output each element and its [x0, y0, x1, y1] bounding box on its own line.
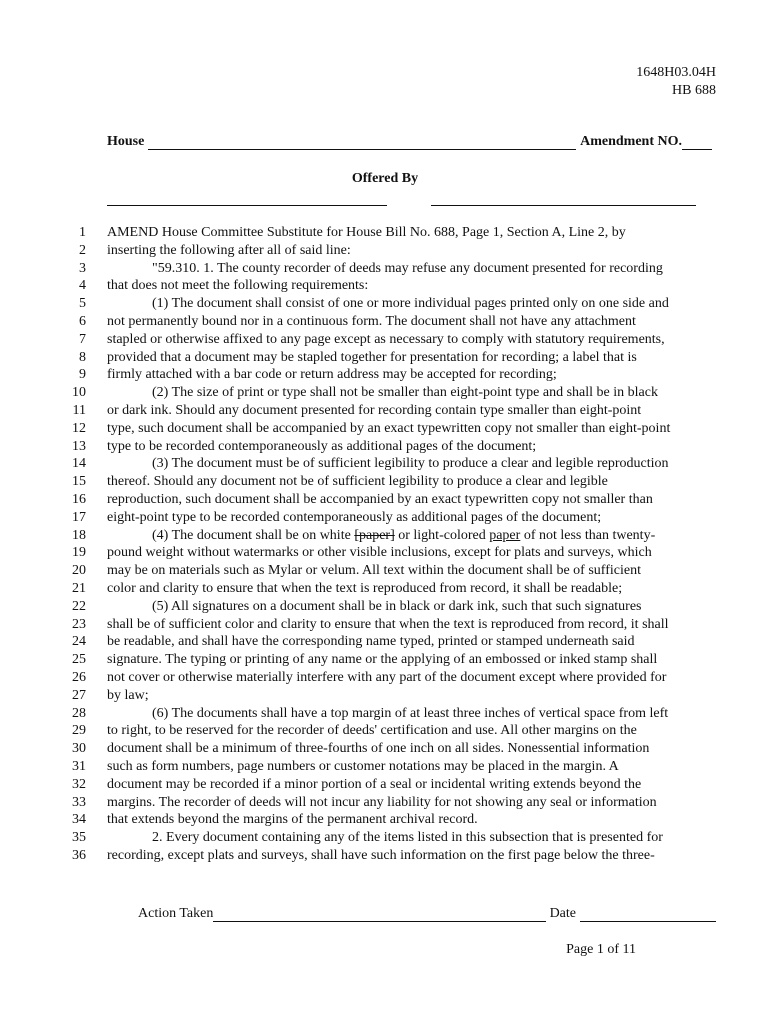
text-line — [0, 687, 770, 705]
line-number: 4 — [79, 278, 86, 294]
line-text: such as form numbers, page numbers or customer notations may be placed in the margin. A — [107, 758, 619, 774]
text-line — [0, 794, 770, 812]
line-text: (1) The document shall consist of one or more individual pages printed only on one side and — [152, 296, 669, 312]
text-line — [0, 509, 770, 527]
line-text: signature. The typing or printing of any name or the applying of an embossed or inked stamp shall — [107, 652, 658, 668]
line-text: not permanently bound nor in a continuous form. The document shall not have any attachment — [107, 313, 636, 329]
line-text: AMEND House Committee Substitute for House Bill No. 688, Page 1, Section A, Line 2, by — [107, 225, 626, 240]
offered-by-label: Offered By — [351, 171, 419, 186]
line-number: 25 — [72, 652, 86, 668]
text-line — [0, 331, 770, 349]
text-line — [0, 384, 770, 402]
line-text: margins. The recorder of deeds will not incur any liability for not showing any seal or information — [107, 794, 657, 810]
line-number: 16 — [72, 491, 86, 507]
line-text: eight-point type to be recorded contemporaneously as additional pages of the document; — [107, 509, 602, 525]
line-number: 35 — [72, 830, 86, 846]
line-text-part: of not less than twenty- — [520, 527, 656, 543]
line-text: (6) The documents shall have a top margin of at least three inches of vertical space from left — [152, 705, 669, 721]
line-number: 20 — [72, 563, 86, 579]
line-text: type, such document shall be accompanied by an exact typewritten copy not smaller than eight-point — [107, 420, 671, 436]
line-text: provided that a document may be stapled together for presentation for recording; a label that is — [107, 349, 637, 365]
line-text: not cover or otherwise materially interfere with any part of the document except where provided for — [107, 669, 667, 685]
text-line — [0, 651, 770, 669]
line-text — [107, 527, 671, 545]
line-number: 11 — [72, 402, 86, 418]
text-line — [0, 313, 770, 331]
line-number: 26 — [72, 669, 86, 685]
line-text: that extends beyond the margins of the permanent archival record. — [107, 812, 478, 828]
line-text: by law; — [107, 687, 149, 703]
text-line — [0, 366, 770, 384]
line-text: 2. Every document containing any of the items listed in this subsection that is presented for — [152, 830, 663, 846]
line-number: 34 — [72, 812, 86, 828]
text-line — [0, 544, 770, 562]
text-line — [0, 277, 770, 295]
line-number: 2 — [79, 242, 86, 258]
line-text: type to be recorded contemporaneously as additional pages of the document; — [107, 438, 537, 454]
text-line — [0, 260, 770, 278]
line-text: document may be recorded if a minor portion of a seal or incidental writing extends beyond the — [107, 776, 642, 792]
action-taken-blank — [213, 907, 545, 922]
line-text: stapled or otherwise affixed to any page except as necessary to comply with statutory requirements, — [107, 331, 665, 347]
text-line — [0, 740, 770, 758]
line-text: "59.310. 1. The county recorder of deeds may refuse any document presented for recording — [152, 260, 663, 276]
text-line — [0, 473, 770, 491]
line-number: 23 — [72, 616, 86, 632]
line-text: (3) The document must be of sufficient legibility to produce a clear and legible reproduction — [152, 456, 669, 472]
line-number: 30 — [72, 741, 86, 757]
line-text: shall be of sufficient color and clarity to ensure that when the text is reproduced from record, it shall — [107, 616, 669, 632]
line-number: 24 — [72, 634, 86, 650]
text-line — [0, 616, 770, 634]
line-number: 21 — [72, 580, 86, 596]
amendment-label: Amendment NO. — [580, 134, 682, 149]
line-text: (2) The size of print or type shall not be smaller than eight-point type and shall be in black — [152, 385, 658, 401]
amendment-number-blank — [682, 135, 712, 150]
text-line — [0, 491, 770, 509]
action-taken-line — [138, 906, 716, 922]
text-line — [0, 669, 770, 687]
text-line — [0, 349, 770, 367]
text-line — [0, 455, 770, 473]
text-line — [0, 829, 770, 847]
line-text: to right, to be reserved for the recorder of deeds' certification and use. All other margins on the — [107, 723, 637, 739]
inserted-text: paper — [489, 527, 521, 543]
line-text: document shall be a minimum of three-fourths of one inch on all sides. Nonessential information — [107, 741, 650, 757]
text-line — [0, 527, 770, 545]
date-label: Date — [549, 906, 576, 921]
text-line — [0, 705, 770, 723]
offered-by-signature-line-right — [431, 205, 696, 206]
text-line — [0, 580, 770, 598]
line-text: or dark ink. Should any document presented for recording contain type smaller than eight-point — [107, 402, 642, 418]
amendment-text — [0, 224, 770, 865]
line-number: 27 — [72, 687, 86, 703]
line-text: recording, except plats and surveys, shall have such information on the first page below the three- — [107, 847, 655, 863]
line-text: firmly attached with a bar code or return address may be accepted for recording; — [107, 367, 557, 383]
text-line — [0, 438, 770, 456]
line-number: 5 — [79, 296, 86, 312]
date-blank — [580, 907, 716, 922]
text-line — [0, 242, 770, 260]
offered-by-signature-line-left — [107, 205, 387, 206]
house-amendment-line — [107, 134, 712, 150]
line-number: 18 — [72, 527, 86, 543]
line-text: (5) All signatures on a document shall be in black or dark ink, such that such signatures — [152, 598, 642, 614]
line-number: 14 — [72, 456, 86, 472]
line-text: inserting the following after all of said line: — [107, 242, 351, 258]
line-number: 10 — [72, 385, 86, 401]
line-number: 15 — [72, 474, 86, 490]
line-number: 28 — [72, 705, 86, 721]
line-number: 1 — [79, 225, 86, 240]
line-number: 6 — [79, 313, 86, 329]
struck-text: [paper] — [354, 527, 395, 543]
line-text: reproduction, such document shall be accompanied by an exact typewritten copy not smaller than — [107, 491, 653, 507]
bill-number: HB 688 — [672, 83, 716, 98]
line-text-part: (4) The document shall be on white — [152, 527, 355, 543]
line-number: 36 — [72, 847, 86, 863]
text-line — [0, 633, 770, 651]
text-line — [0, 722, 770, 740]
text-line — [0, 420, 770, 438]
text-line — [0, 598, 770, 616]
line-number: 8 — [79, 349, 86, 365]
line-number: 29 — [72, 723, 86, 739]
line-number: 9 — [79, 367, 86, 383]
house-label: House — [107, 134, 145, 149]
line-number: 17 — [72, 509, 86, 525]
line-number: 7 — [79, 331, 86, 347]
text-line — [0, 295, 770, 313]
line-number: 12 — [72, 420, 86, 436]
line-text: be readable, and shall have the corresponding name typed, printed or stamped underneath said — [107, 634, 635, 650]
line-number: 32 — [72, 776, 86, 792]
line-text: may be on materials such as Mylar or velum. All text within the document shall be of sufficient — [107, 563, 641, 579]
action-taken-label: Action Taken — [138, 906, 214, 921]
text-line — [0, 224, 770, 242]
text-line — [0, 776, 770, 794]
text-line — [0, 562, 770, 580]
line-number: 22 — [72, 598, 86, 614]
text-line — [0, 402, 770, 420]
line-text: color and clarity to ensure that when the text is reproduced from record, it shall be readable; — [107, 580, 623, 596]
line-number: 19 — [72, 545, 86, 561]
text-line — [0, 811, 770, 829]
line-number: 33 — [72, 794, 86, 810]
text-line — [0, 847, 770, 865]
line-text: thereof. Should any document not be of sufficient legibility to produce a clear and legible — [107, 474, 608, 490]
text-line — [0, 758, 770, 776]
line-number: 31 — [72, 758, 86, 774]
line-number: 13 — [72, 438, 86, 454]
document-id: 1648H03.04H — [636, 65, 716, 80]
line-text-part: or light-colored — [394, 527, 490, 543]
house-blank-line — [148, 135, 576, 150]
page-number: Page 1 of 11 — [566, 942, 636, 957]
line-text: that does not meet the following requirements: — [107, 278, 369, 294]
line-text: pound weight without watermarks or other visible inclusions, except for plats and surveys, which — [107, 545, 652, 561]
line-number: 3 — [79, 260, 86, 276]
